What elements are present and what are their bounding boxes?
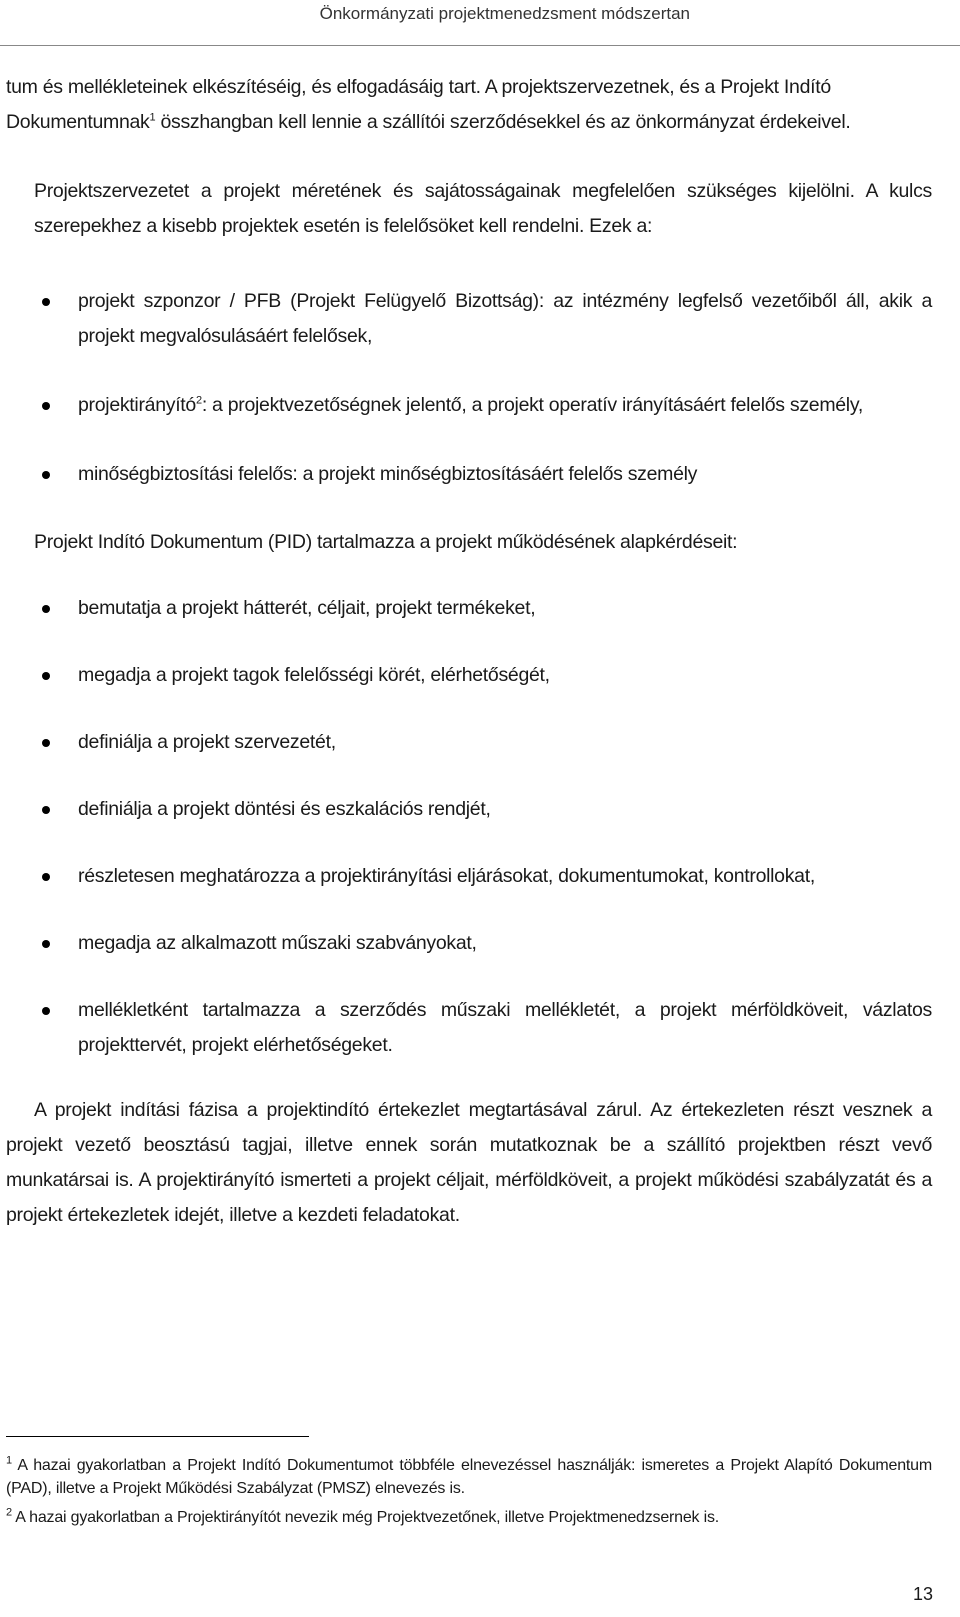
role-item-quality: minőségbiztosítási felelős: a projekt minőségbiztosításáért felelős személy [6,457,932,492]
paragraph-3: Projekt Indító Dokumentum (PID) tartalmazza a projekt működésének alapkérdéseit: [34,531,738,553]
text-span: összhangban kell lennie a szállítói szerződésekkel és az önkormányzat érdekeivel. [155,111,851,133]
footnote-2-text: A hazai gyakorlatban a Projektirányítót nevezik még Projektvezetőnek, illetve Projektmenedzsernek is. [11,1509,720,1526]
paragraph-2: Projektszervezetet a projekt méretének és sajátosságainak megfelelően szükséges kijelölni. A kulcs szerepekhez a kisebb projektek esetén is felelősöket kell rendelni. Ezek a: [34,180,932,237]
text-span: : a projektvezetőségnek jelentő, a projekt operatív irányításáért felelős személy, [201,394,863,416]
pid-list-block [6,591,932,1063]
footnotes [6,1454,932,1535]
paragraph-4: A projekt indítási fázisa a projektindító értekezlet megtartásával zárul. Az értekezleten részt vesznek a projekt vezető beosztású tagjai, illetve ennek során mutatkoznak be a szállító projektben részt vevő munkatársai is. A projektirányító ismerteti a projekt céljait, mérföldköveit, a projekt működési szabályzatát és a projekt értekezletek idejét, illetve a kezdeti feladatokat. [6,1099,932,1226]
footnote-1-text: A hazai gyakorlatban a Projekt Indító Dokumentumot többféle elnevezéssel használják: ismeretes a Projekt Alapító Dokumentum (PAD), illetve a Projekt Működési Szabályzat (PMSZ) elnevezés is. [6,1457,932,1497]
role-item-director [6,388,932,423]
page-number: 13 [912,1584,933,1604]
paragraph-1-line-2 [6,105,960,140]
paragraph-1-line-1: tum és mellékleteinek elkészítéséig, és elfogadásáig tart. A projektszervezetnek, és a Projekt Indító [6,76,831,98]
pid-item: megadja az alkalmazott műszaki szabványokat, [6,926,932,961]
role-item-sponsor: projekt szponzor / PFB (Projekt Felügyelő Bizottság): az intézmény legfelső vezetőiből áll, akik a projekt megvalósulásáért felelősek, [6,284,932,354]
footnote-1 [6,1454,932,1500]
header-divider [0,45,960,46]
footnote-ref-2[interactable]: 2 [195,394,202,407]
running-header: Önkormányzati projektmenedzsment módszertan [319,4,690,23]
footnote-number-1: 1 [6,1454,12,1467]
pid-item: részletesen meghatározza a projektirányítási eljárásokat, dokumentumokat, kontrollokat, [6,859,932,894]
paragraph-organization [6,174,932,244]
roles-list [6,284,932,492]
pid-item: bemutatja a projekt hátterét, céljait, projekt termékeket, [6,591,932,626]
pid-item: definiálja a projekt szervezetét, [6,725,932,760]
text-span: projektirányító [78,394,196,416]
text-span: Dokumentumnak [6,111,150,133]
pid-item: definiálja a projekt döntési és eszkalációs rendjét, [6,792,932,827]
paragraph-pid-intro [6,525,932,560]
paragraph-kickoff [6,1093,932,1233]
pid-item: mellékletként tartalmazza a szerződés műszaki mellékletét, a projekt mérföldköveit, vázlatos projekttervét, projekt elérhetőségeket. [6,993,932,1063]
footnote-number-2: 2 [6,1506,12,1519]
pid-list [6,591,932,1063]
footnote-divider [6,1436,309,1437]
roles-list-block [6,284,932,492]
footnote-ref-1[interactable]: 1 [149,111,156,124]
paragraph-continuation [6,70,960,140]
footnote-2 [6,1506,932,1529]
pid-item: megadja a projekt tagok felelősségi körét, elérhetőségét, [6,658,932,693]
